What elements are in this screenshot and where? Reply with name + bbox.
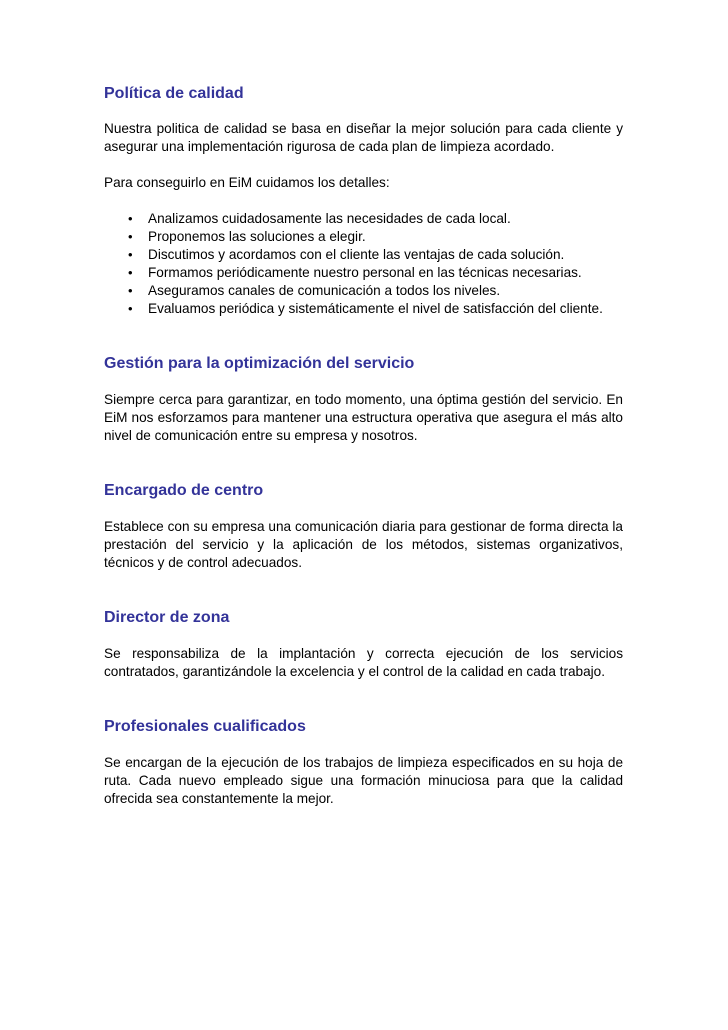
paragraph-director: Se responsabiliza de la implantación y correcta ejecución de los servicios contratados, garantizándole la excelencia y el control de la calidad en cada trabajo. [104, 646, 623, 679]
list-item [104, 246, 623, 264]
list-item-text: Analizamos cuidadosamente las necesidades de cada local. [148, 211, 511, 226]
paragraph-encargado: Establece con su empresa una comunicación diaria para gestionar de forma directa la prestación del servicio y la aplicación de los métodos, sistemas organizativos, técnicos y de control adecuados. [104, 519, 623, 570]
paragraph-politica-detalles: Para conseguirlo en EiM cuidamos los detalles: [104, 175, 390, 190]
list-item [104, 228, 623, 246]
document-page [104, 84, 623, 808]
list-item [104, 264, 623, 282]
list-item-text: Discutimos y acordamos con el cliente las ventajas de cada solución. [148, 247, 565, 262]
list-item [104, 282, 623, 300]
section-title-encargado-centro: Encargado de centro [104, 482, 264, 499]
bullet-icon: • [128, 211, 133, 226]
section-title-profesionales: Profesionales cualificados [104, 718, 306, 735]
bullet-icon: • [128, 229, 133, 244]
list-item-text: Formamos periódicamente nuestro personal en las técnicas necesarias. [148, 265, 582, 280]
paragraph-gestion: Siempre cerca para garantizar, en todo momento, una óptima gestión del servicio. En EiM nos esforzamos para mantener una estructura operativa que asegura el más alto nivel de comunicación entre su empresa y nosotros. [104, 392, 623, 443]
section-title-politica-calidad: Política de calidad [104, 85, 244, 102]
list-item-text: Aseguramos canales de comunicación a todos los niveles. [148, 283, 501, 298]
paragraph-politica-intro: Nuestra politica de calidad se basa en diseñar la mejor solución para cada cliente y asegurar una implementación rigurosa de cada plan de limpieza acordado. [104, 121, 623, 154]
bullet-icon: • [128, 283, 133, 298]
list-item [104, 210, 623, 228]
list-item [104, 300, 623, 318]
paragraph-profesionales: Se encargan de la ejecución de los trabajos de limpieza especificados en su hoja de ruta. Cada nuevo empleado sigue una formación minuciosa para que la calidad ofrecida sea constantemente la mejor. [104, 755, 623, 806]
list-item-text: Proponemos las soluciones a elegir. [148, 229, 366, 244]
section-title-director-zona: Director de zona [104, 609, 230, 626]
list-item-text: Evaluamos periódica y sistemáticamente el nivel de satisfacción del cliente. [148, 301, 603, 316]
bullet-icon: • [128, 247, 133, 262]
section-title-gestion-optimizacion: Gestión para la optimización del servicio [104, 355, 415, 372]
bullet-icon: • [128, 265, 133, 280]
bullet-icon: • [128, 301, 133, 316]
bullet-list-detalles [104, 210, 623, 318]
